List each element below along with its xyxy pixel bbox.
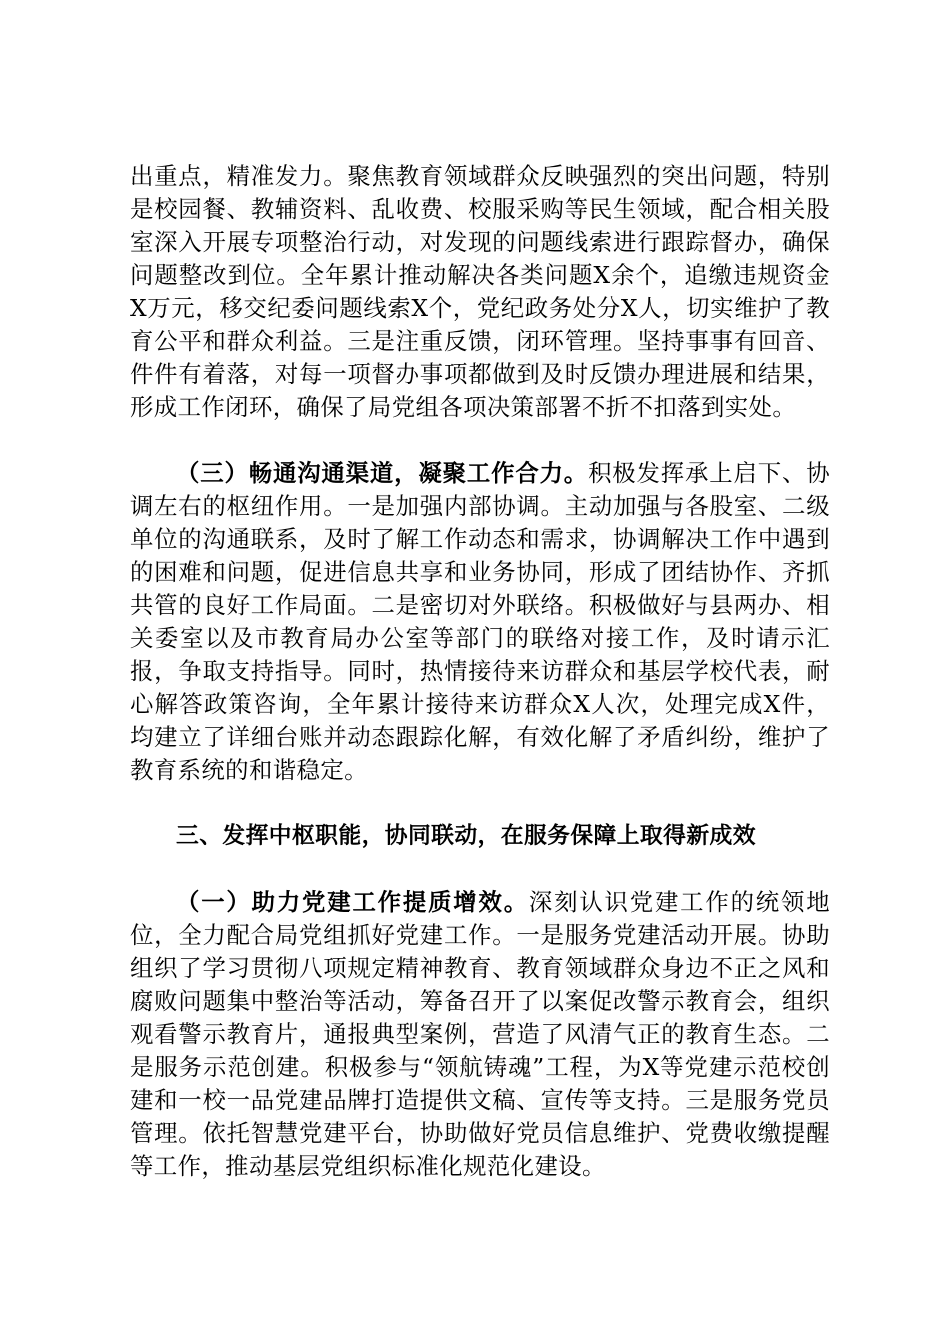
paragraph-lead-party-building: （一）助力党建工作提质增效。 <box>176 888 529 916</box>
document-page <box>130 160 830 1183</box>
paragraph-supervision-continued: 出重点，精准发力。聚焦教育领域群众反映强烈的突出问题，特别是校园餐、教辅资料、乱收费、校服采购等民生领域，配合相关股室深入开展专项整治行动，对发现的问题线索进行跟踪督办，确保问题整改到位。全年累计推动解决各类问题X余个，追缴违规资金X万元，移交纪委问题线索X个，党纪政务处分X人，切实维护了教育公平和群众利益。三是注重反馈，闭环管理。坚持事事有回音、件件有着落，对每一项督办事项都做到及时反馈办理进展和结果，形成工作闭环，确保了局党组各项决策部署不折不扣落到实处。 <box>130 162 830 421</box>
paragraph-communication <box>130 457 830 787</box>
paragraph-body-communication: 积极发挥承上启下、协调左右的枢纽作用。一是加强内部协调。主动加强与各股室、二级单位的沟通联系，及时了解工作动态和需求，协调解决工作中遇到的困难和问题，促进信息共享和业务协同，形成了团结协作、齐抓共管的良好工作局面。二是密切对外联络。积极做好与县两办、相关委室以及市教育局办公室等部门的联络对接工作，及时请示汇报，争取支持指导。同时，热情接待来访群众和基层学校代表，耐心解答政策咨询，全年累计接待来访群众X人次，处理完成X件，均建立了详细台账并动态跟踪化解，有效化解了矛盾纠纷，维护了教育系统的和谐稳定。 <box>130 459 830 784</box>
paragraph-body-party-building: 深刻认识党建工作的统领地位，全力配合局党组抓好党建工作。一是服务党建活动开展。协助组织了学习贯彻八项规定精神教育、教育领域群众身边不正之风和腐败问题集中整治等活动，筹备召开了以案促改警示教育会，组织观看警示教育片，通报典型案例，营造了风清气正的教育生态。二是服务示范创建。积极参与“领航铸魂”工程，为X等党建示范校创建和一校一品党建品牌打造提供文稿、宣传等支持。三是服务党员管理。依托智慧党建平台，协助做好党员信息维护、党费收缴提醒等工作，推动基层党组织标准化规范化建设。 <box>130 888 830 1180</box>
paragraph-party-building <box>130 886 830 1183</box>
section-heading-3: 三、发挥中枢职能，协同联动，在服务保障上取得新成效 <box>176 823 756 849</box>
paragraph-lead-communication: （三）畅通沟通渠道，凝聚工作合力。 <box>176 459 589 487</box>
